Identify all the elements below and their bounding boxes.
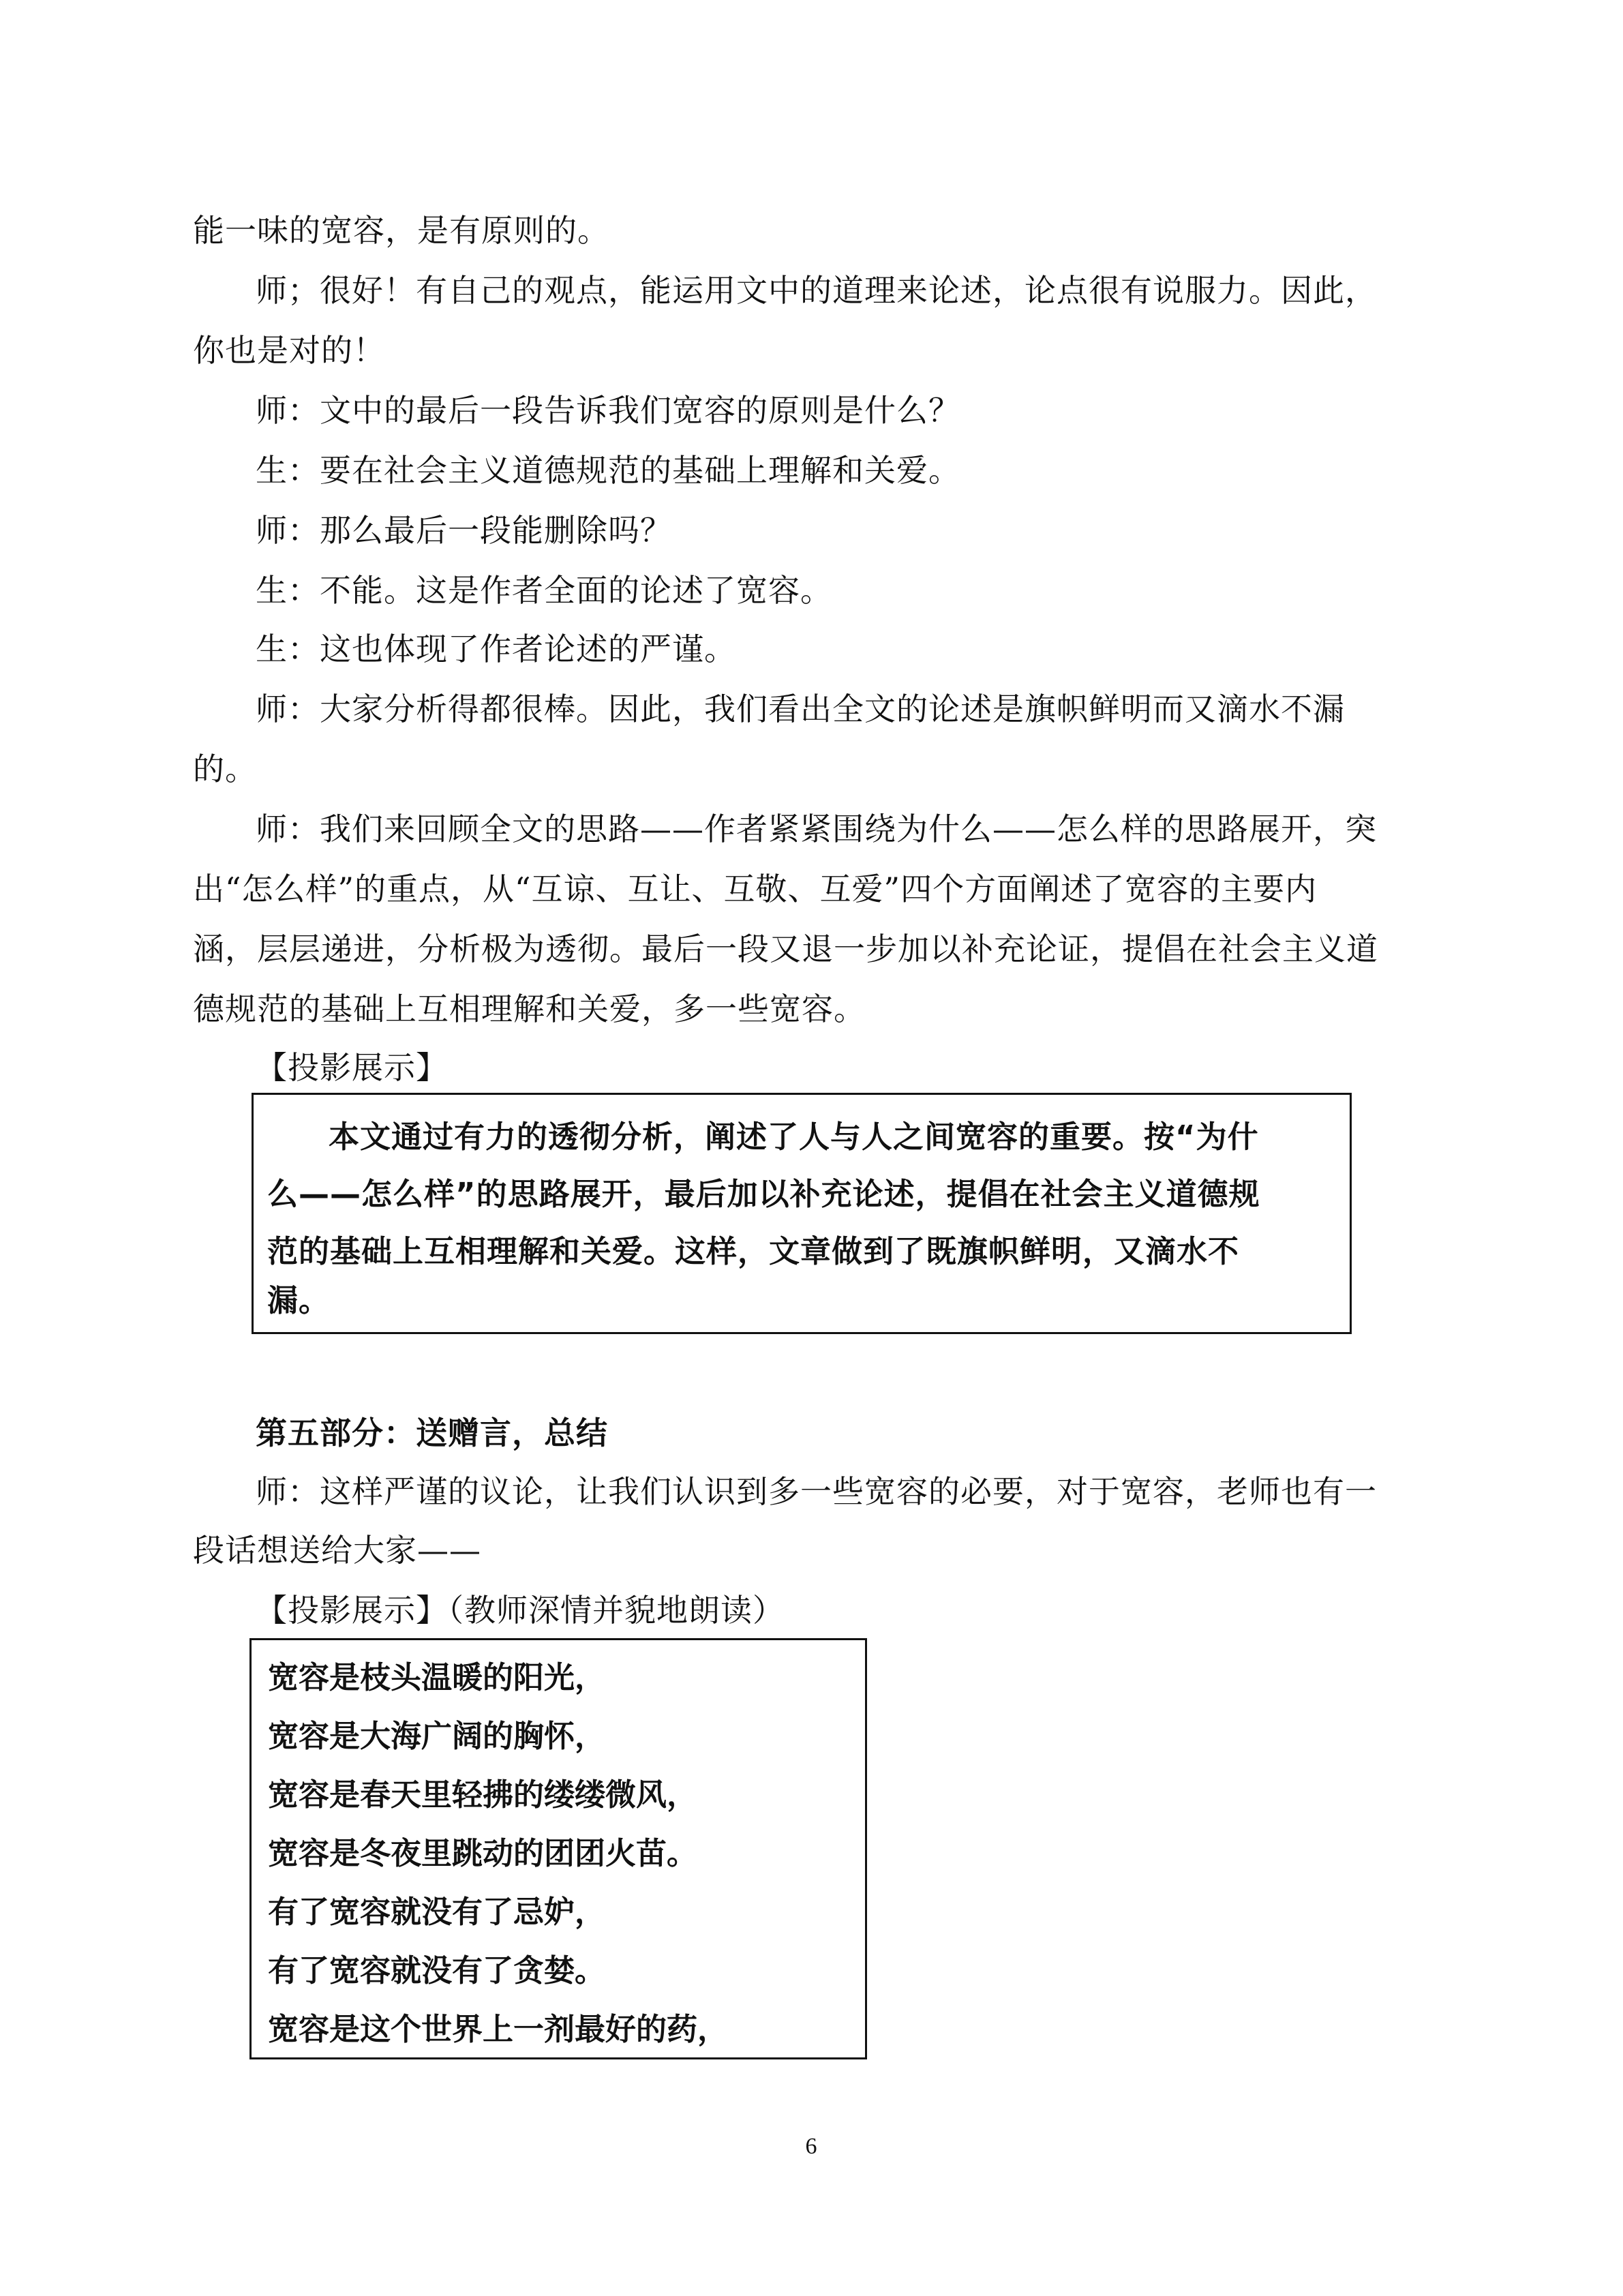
body-line: 生：不能。这是作者全面的论述了宽容。 [256, 572, 832, 609]
projection-note: （教师深情并貌地朗读） [448, 1592, 785, 1629]
poem-line: 有了宽容就没有了忌妒， [268, 1894, 606, 1930]
body-line: 生：这也体现了作者论述的严谨。 [256, 631, 736, 667]
body-line: 涵，层层递进，分析极为透彻。最后一段又退一步加以补充论证，提倡在社会主义道 [193, 931, 1378, 967]
summary-box [252, 1093, 1352, 1334]
poem-line: 有了宽容就没有了贪婪。 [268, 1952, 606, 1989]
body-line: 能一味的宽容，是有原则的。 [193, 212, 609, 249]
body-line: 段话想送给大家—— [193, 1532, 481, 1569]
body-line: 师：我们来回顾全文的思路——作者紧紧围绕为什么——怎么样的思路展开，突 [256, 811, 1377, 847]
projection-label: 【投影展示】 [256, 1049, 448, 1086]
body-line: 师；很好！有自己的观点，能运用文中的道理来论述，论点很有说服力。因此， [256, 272, 1377, 309]
projection-line [256, 1582, 785, 1639]
poem-line: 宽容是枝头温暖的阳光， [268, 1659, 606, 1695]
body-line: 你也是对的！ [193, 332, 385, 369]
poem-box [249, 1638, 867, 2059]
poem-line: 宽容是这个世界上一剂最好的药， [268, 2011, 729, 2047]
poem-line: 宽容是大海广阔的胸怀， [268, 1718, 606, 1754]
body-line: 师：文中的最后一段告诉我们宽容的原则是什么？ [256, 392, 960, 429]
body-line: 德规范的基础上互相理解和关爱，多一些宽容。 [193, 991, 866, 1027]
summary-line: 范的基础上互相理解和关爱。这样，文章做到了既旗帜鲜明，又滴水不 [267, 1233, 1240, 1269]
section-heading: 第五部分：送赠言，总结 [256, 1415, 608, 1451]
poem-line: 宽容是冬夜里跳动的团团火苗。 [268, 1835, 698, 1871]
summary-line: 么——怎么样”的思路展开，最后加以补充论述，提倡在社会主义道德规 [267, 1176, 1260, 1212]
body-line: 师：大家分析得都很棒。因此，我们看出全文的论述是旗帜鲜明而又滴水不漏 [256, 691, 1345, 727]
summary-line: 漏。 [267, 1282, 331, 1318]
body-line: 的。 [193, 751, 257, 787]
body-line: 出“怎么样”的重点，从“互谅、互让、互敬、互爱”四个方面阐述了宽容的主要内 [193, 871, 1318, 907]
summary-line: 本文通过有力的透彻分析，阐述了人与人之间宽容的重要。按“为什 [329, 1119, 1259, 1155]
poem-line: 宽容是春天里轻拂的缕缕微风， [268, 1777, 698, 1813]
page-number: 6 [805, 2134, 817, 2159]
body-line: 师：那么最后一段能删除吗？ [256, 512, 672, 549]
projection-label: 【投影展示】 [256, 1592, 448, 1629]
body-line: 师：这样严谨的议论，让我们认识到多一些宽容的必要，对于宽容，老师也有一 [256, 1473, 1377, 1510]
body-line: 生：要在社会主义道德规范的基础上理解和关爱。 [256, 452, 960, 489]
